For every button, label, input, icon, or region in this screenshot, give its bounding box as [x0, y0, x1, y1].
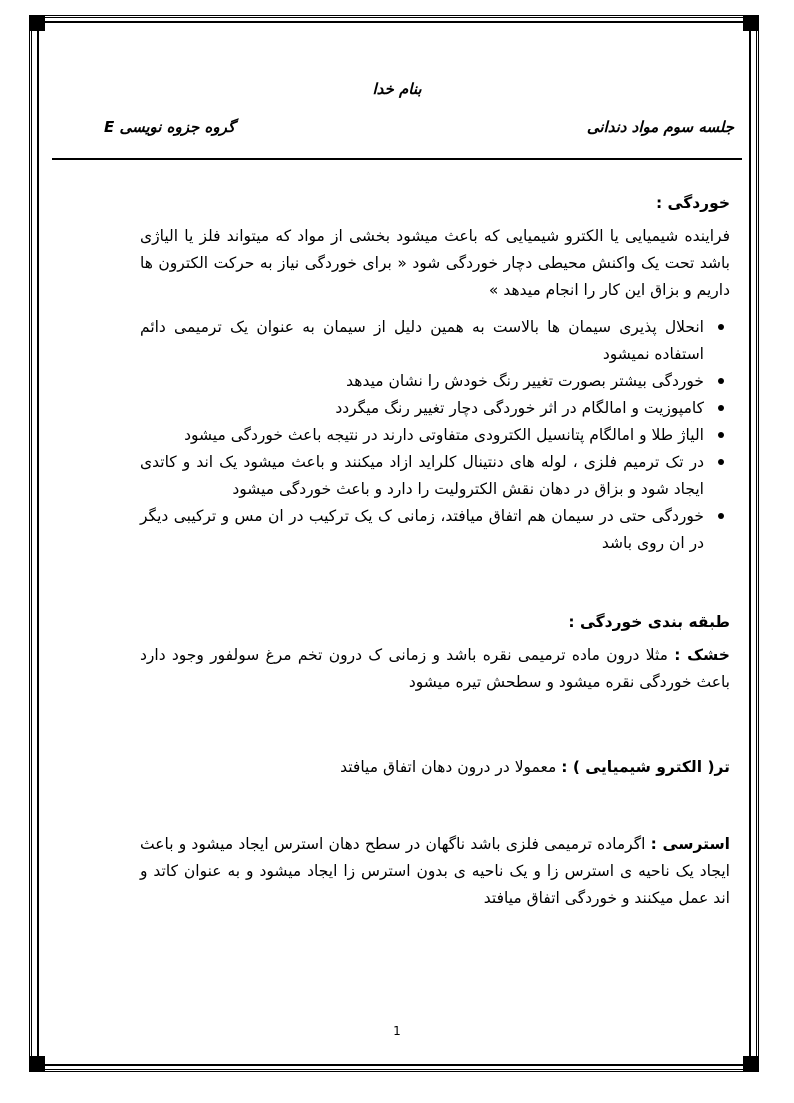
group-title: گروه جزوه نویسی E	[104, 118, 236, 136]
corner-ornament-bottom-right	[743, 1056, 759, 1072]
page-number: 1	[393, 1024, 401, 1038]
classification-heading: طبقه بندی خوردگی :	[568, 613, 730, 631]
corner-ornament-bottom-left	[29, 1056, 45, 1072]
corner-ornament-top-left	[29, 15, 45, 31]
corner-ornament-top-right	[743, 15, 759, 31]
session-title: جلسه سوم مواد دندانی	[586, 118, 734, 136]
bullet-item: در تک ترمیم فلزی ، لوله های دنتینال کلراید ازاد میکنند و باعث میشود یک اند و کاتدی ایجاد شود و بزاق در دهان نقش الکترولیت را دارد و باعث خوردگی میشود	[140, 449, 704, 503]
stress-corrosion-text: اگرماده ترمیمی فلزی باشد ناگهان در سطح دهان استرس ایجاد میشود و باعث ایجاد یک ناحیه ی استرس زا و یک ناحیه ی بدون استرس زا ایجاد میشود و به عنوان کاتد و اند عمل میکنند و خوردگی اتفاق میافتد	[140, 835, 730, 907]
dry-corrosion-paragraph	[140, 642, 730, 696]
corrosion-bullet-list	[140, 314, 730, 557]
stress-corrosion-term: استرسی :	[650, 835, 730, 853]
bullet-item: خوردگی بیشتر بصورت تغییر رنگ خودش را نشان میدهد	[140, 368, 704, 395]
document-body	[140, 190, 730, 912]
bismillah-heading: بنام خدا	[372, 80, 422, 98]
document-page	[52, 72, 742, 1052]
wet-corrosion-paragraph	[140, 754, 730, 781]
stress-corrosion-paragraph	[140, 831, 730, 912]
dry-corrosion-term: خشک :	[674, 646, 730, 664]
wet-corrosion-text: معمولا در درون دهان اتفاق میافتد	[340, 758, 557, 776]
wet-corrosion-term: تر( الکترو شیمیایی ) :	[561, 758, 730, 776]
header-divider	[52, 158, 742, 160]
corrosion-intro: فراینده شیمیایی یا الکترو شیمیایی که باعث میشود بخشی از مواد که میتواند فلز یا الیاژی باشد تحت یک واکنش محیطی دچار خوردگی شود « برای خوردگی نیاز به حرکت الکترون ها داریم و بزاق این کار را انجام میدهد »	[140, 227, 730, 299]
bullet-item: خوردگی حتی در سیمان هم اتفاق میافتد، زمانی ک یک ترکیب در ان مس و ترکیبی دیگر در ان روی باشد	[140, 503, 704, 557]
dry-corrosion-text: مثلا درون ماده ترمیمی نقره باشد و زمانی ک درون تخم مرغ سولفور وجود دارد باعث خوردگی نقره میشود و سطحش تیره میشود	[140, 646, 730, 691]
bullet-item: کامپوزیت و امالگام در اثر خوردگی دچار تغییر رنگ میگردد	[140, 395, 704, 422]
bullet-item: انحلال پذیری سیمان ها بالاست به همین دلیل از سیمان به عنوان یک ترمیمی دائم استفاده نمیشود	[140, 314, 704, 368]
corrosion-heading: خوردگی :	[655, 194, 730, 212]
bullet-item: الیاژ طلا و امالگام پتانسیل الکترودی متفاوتی دارند در نتیجه باعث خوردگی میشود	[140, 422, 704, 449]
